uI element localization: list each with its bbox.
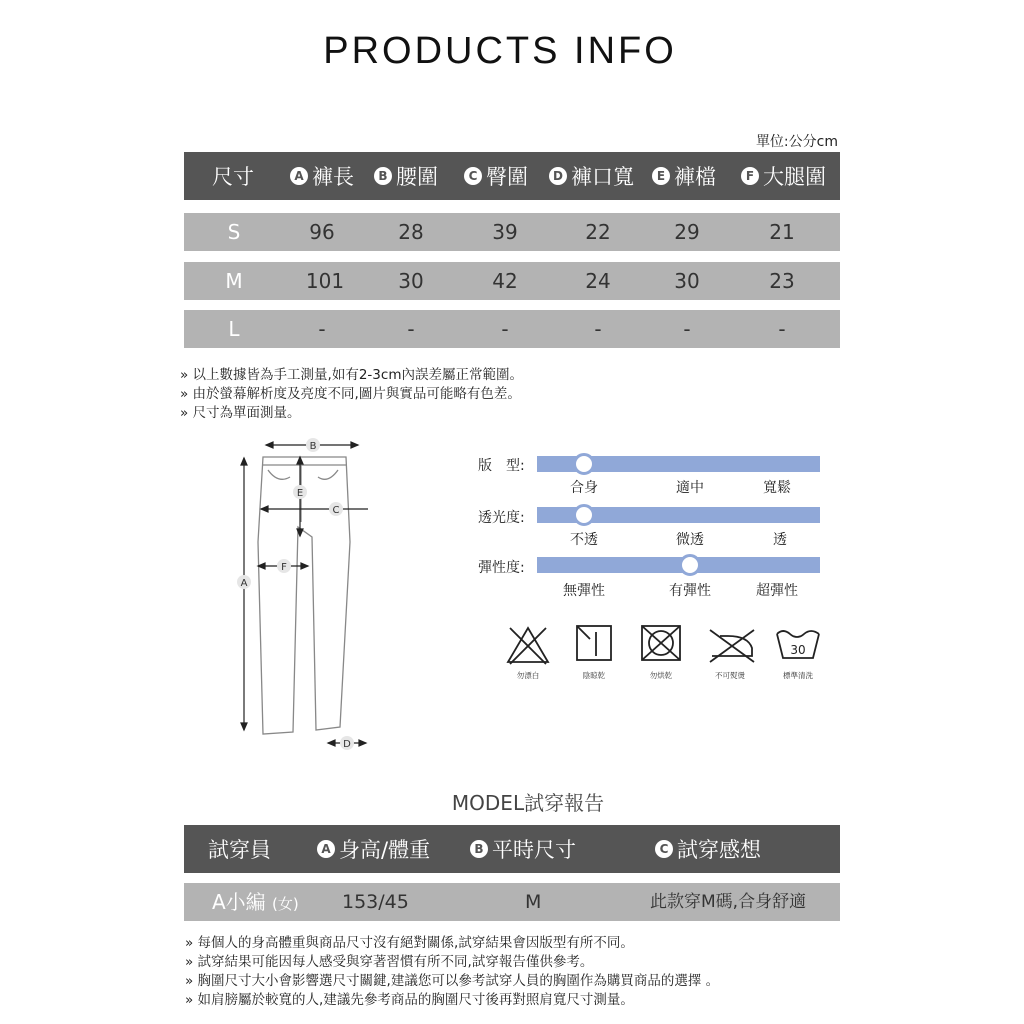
model-name <box>212 883 299 921</box>
model-notes <box>185 934 719 1010</box>
pants-diagram <box>228 432 378 757</box>
pants-outline <box>258 457 350 734</box>
fit-knob-stretch <box>679 554 701 576</box>
header-label: 平時尺寸 <box>492 838 576 862</box>
line-dry-shade-icon <box>577 626 611 660</box>
care-icons <box>500 622 830 666</box>
header-cell-waist <box>374 161 438 191</box>
wash-temp-label: 30 <box>790 643 806 657</box>
fit-option: 無彈性 <box>563 583 605 599</box>
diagram-label-d: D <box>343 739 351 750</box>
header-label: 臀圍 <box>486 165 528 189</box>
badge-b: B <box>470 840 488 858</box>
note-line: » 胸圍尺寸大小會影響選尺寸關鍵,建議您可以參考試穿人員的胸圍作為購買商品的選擇 。 <box>185 973 720 989</box>
size-row-l <box>184 310 840 348</box>
badge-f: F <box>741 167 759 185</box>
care-caption: 勿烘乾 <box>649 671 673 680</box>
value-cell: 29 <box>674 220 700 244</box>
value-cell: 24 <box>585 269 611 293</box>
badge-d: D <box>549 167 567 185</box>
header-label: 大腿圍 <box>763 165 826 189</box>
fit-option: 有彈性 <box>669 583 711 599</box>
value-cell: 23 <box>769 269 795 293</box>
fit-label-stretch: 彈性度: <box>478 560 525 576</box>
badge-a: A <box>290 167 308 185</box>
value-cell: 30 <box>398 269 424 293</box>
diagram-label-c: C <box>332 505 340 516</box>
badge-e: E <box>652 167 670 185</box>
value-cell: - <box>594 317 602 341</box>
model-section-title: MODEL試穿報告 <box>451 791 605 815</box>
header-label: 尺寸 <box>212 165 254 189</box>
model-header-cell <box>655 825 761 873</box>
fit-option: 超彈性 <box>756 583 798 599</box>
header-label: 身高/體重 <box>339 838 431 862</box>
value-cell: 28 <box>398 220 424 244</box>
header-label: 腰圍 <box>396 165 438 189</box>
fit-option: 微透 <box>676 532 704 548</box>
header-cell-length <box>290 161 354 191</box>
note-line: » 如肩膀屬於較寬的人,建議先參考商品的胸圍尺寸後再對照肩寬尺寸測量。 <box>185 992 634 1008</box>
badge-b: B <box>374 167 392 185</box>
fit-label-cut: 版 型: <box>478 458 525 474</box>
badge-c: C <box>655 840 673 858</box>
note-line: » 每個人的身高體重與商品尺寸沒有絕對關係,試穿結果會因版型有所不同。 <box>185 935 634 951</box>
badge-a: A <box>317 840 335 858</box>
header-label: 褲口寬 <box>571 165 634 189</box>
fit-label-opacity: 透光度: <box>478 510 525 526</box>
header-cell-thigh <box>741 161 826 191</box>
header-label: 褲檔 <box>674 165 716 189</box>
value-cell: - <box>501 317 509 341</box>
header-label: 褲長 <box>312 165 354 189</box>
size-cell: S <box>227 220 241 244</box>
care-caption: 標準清洗 <box>783 671 813 680</box>
note-line: » 以上數據皆為手工測量,如有2-3cm內誤差屬正常範圍。 <box>180 367 523 383</box>
header-cell-hem <box>549 161 634 191</box>
header-cell-size <box>212 161 254 191</box>
size-cell: M <box>225 269 243 293</box>
no-iron-icon <box>710 630 754 662</box>
size-cell: L <box>228 317 240 341</box>
value-cell: - <box>407 317 415 341</box>
care-caption: 不可熨燙 <box>715 671 745 680</box>
page-title: PRODUCTS INFO <box>323 30 677 72</box>
size-table-header <box>184 152 840 200</box>
value-cell: 30 <box>674 269 700 293</box>
no-tumble-dry-icon <box>642 626 680 660</box>
diagram-label-e: E <box>296 488 304 499</box>
header-label: 試穿員 <box>208 838 271 862</box>
diagram-label-b: B <box>309 441 317 452</box>
model-table-header <box>184 825 840 873</box>
unit-label: 單位:公分cm <box>755 134 838 150</box>
model-header-cell <box>317 825 430 873</box>
value-cell: - <box>683 317 691 341</box>
fit-option: 寬鬆 <box>763 480 791 496</box>
size-row-m <box>184 262 840 300</box>
badge-c: C <box>464 167 482 185</box>
diagram-label-f: F <box>281 562 287 573</box>
note-line: » 試穿結果可能因每人感受與穿著習慣有所不同,試穿報告僅供參考。 <box>185 954 594 970</box>
model-name-text: A小編 <box>212 890 266 914</box>
value-cell: 42 <box>492 269 518 293</box>
fit-knob-opacity <box>573 504 595 526</box>
model-gender: (女) <box>272 895 299 913</box>
value-cell: - <box>318 317 326 341</box>
value-cell: - <box>778 317 786 341</box>
model-row <box>184 883 840 921</box>
value-cell: 101 <box>305 269 345 293</box>
value-cell: 96 <box>309 220 335 244</box>
care-caption: 陰晾乾 <box>582 671 606 680</box>
fit-option: 適中 <box>676 480 704 496</box>
model-height-weight: 153/45 <box>342 891 409 913</box>
value-cell: 22 <box>585 220 611 244</box>
model-usual-size: M <box>525 891 542 913</box>
size-row-s <box>184 213 840 251</box>
fit-knob-cut <box>573 453 595 475</box>
note-line: » 尺寸為單面測量。 <box>180 405 301 421</box>
note-line: » 由於螢幕解析度及亮度不同,圖片與實品可能略有色差。 <box>180 386 521 402</box>
measure-notes <box>180 366 523 423</box>
model-impression: 此款穿M碼,合身舒適 <box>650 892 807 912</box>
model-header-cell <box>208 825 271 873</box>
fit-option: 透 <box>773 532 787 548</box>
header-cell-rise <box>652 161 716 191</box>
value-cell: 39 <box>492 220 518 244</box>
model-header-cell <box>470 825 576 873</box>
header-cell-hip <box>464 161 528 191</box>
diagram-label-a: A <box>240 578 248 589</box>
no-bleach-icon <box>508 628 548 664</box>
fit-option: 合身 <box>570 480 598 496</box>
header-label: 試穿感想 <box>677 838 761 862</box>
value-cell: 21 <box>769 220 795 244</box>
fit-option: 不透 <box>570 532 598 548</box>
care-caption: 勿漂白 <box>516 671 540 680</box>
